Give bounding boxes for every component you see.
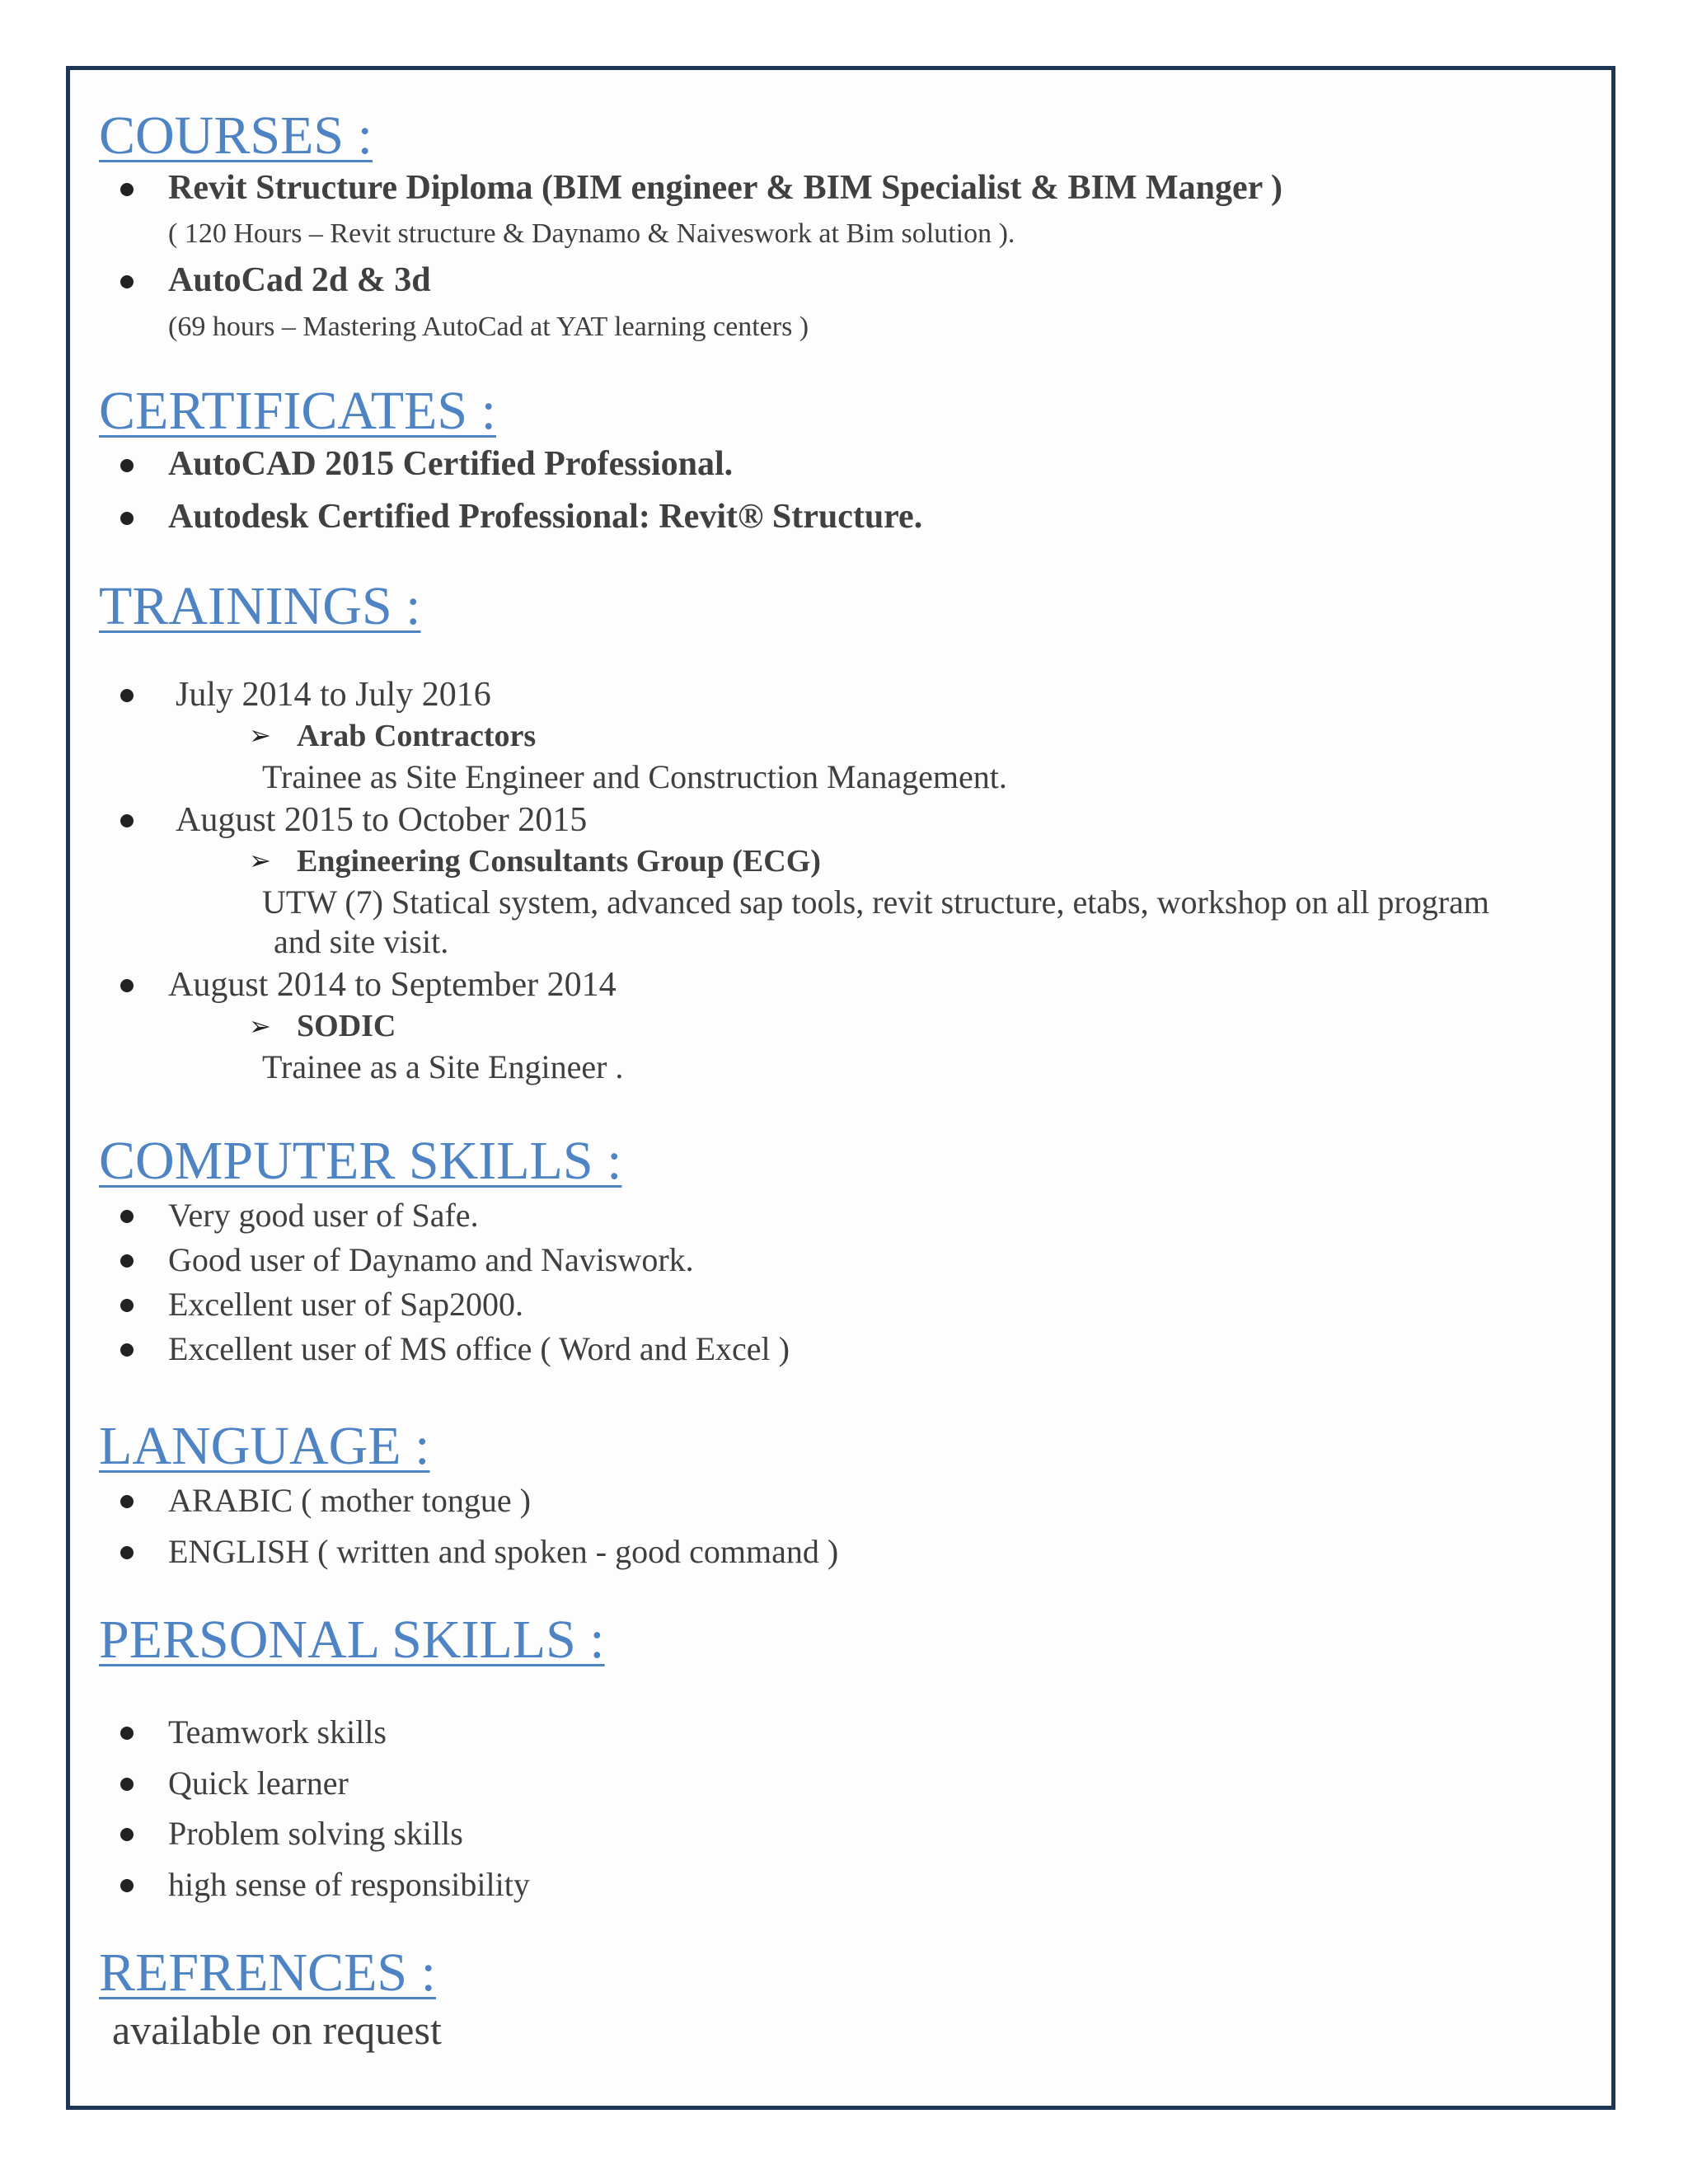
section-heading-trainings: TRAININGS : [99, 576, 421, 636]
page-frame [66, 66, 1615, 2110]
personal-skill-item: Quick learner [168, 1765, 349, 1802]
personal-skill-item: Problem solving skills [168, 1815, 463, 1852]
training-organization: Arab Contractors [297, 719, 537, 753]
personal-skill-item: Teamwork skills [168, 1713, 387, 1750]
bullet-icon [120, 1828, 134, 1841]
bullet-icon [120, 1495, 134, 1508]
arrow-bullet-icon: ➢ [249, 720, 271, 750]
section-heading-language: LANGUAGE : [99, 1416, 430, 1476]
arrow-bullet-icon: ➢ [249, 846, 271, 875]
section-heading-courses: COURSES : [99, 105, 373, 166]
section-heading-references: REFRENCES : [99, 1943, 436, 2003]
training-organization: SODIC [297, 1009, 396, 1043]
training-description: UTW (7) Statical system, advanced sap tools, revit structure, etabs, workshop on all program [262, 883, 1489, 921]
language-item: ARABIC ( mother tongue ) [168, 1482, 531, 1519]
bullet-icon [120, 1254, 134, 1268]
bullet-icon [120, 1778, 134, 1791]
certificate-item: Autodesk Certified Professional: Revit® Structure. [168, 498, 923, 536]
bullet-icon [120, 275, 134, 288]
section-heading-certificates: CERTIFICATES : [99, 381, 496, 441]
training-description: Trainee as Site Engineer and Construction Management. [262, 758, 1007, 795]
bullet-icon [120, 183, 134, 196]
references-text: available on request [112, 2007, 442, 2053]
bullet-icon [120, 689, 134, 702]
bullet-icon [120, 814, 134, 827]
computer-skill-item: Very good user of Safe. [168, 1197, 479, 1234]
course-detail: (69 hours – Mastering AutoCad at YAT learning centers ) [168, 312, 809, 342]
bullet-icon [120, 512, 134, 525]
training-description-continued: and site visit. [274, 923, 449, 960]
personal-skill-item: high sense of responsibility [168, 1866, 530, 1903]
computer-skill-item: Good user of Daynamo and Naviswork. [168, 1241, 694, 1278]
arrow-bullet-icon: ➢ [249, 1011, 271, 1041]
training-description: Trainee as a Site Engineer . [262, 1048, 624, 1085]
training-period: August 2015 to October 2015 [176, 801, 588, 839]
bullet-icon [120, 979, 134, 992]
computer-skill-item: Excellent user of Sap2000. [168, 1286, 523, 1323]
section-heading-personal-skills: PERSONAL SKILLS : [99, 1610, 605, 1670]
training-period: July 2014 to July 2016 [176, 676, 491, 714]
language-item: ENGLISH ( written and spoken - good command ) [168, 1533, 839, 1570]
course-title: Revit Structure Diploma (BIM engineer & BIM Specialist & BIM Manger ) [168, 169, 1282, 207]
course-title: AutoCad 2d & 3d [168, 261, 431, 299]
training-period: August 2014 to September 2014 [168, 966, 617, 1004]
certificate-item: AutoCAD 2015 Certified Professional. [168, 445, 734, 483]
bullet-icon [120, 1210, 134, 1223]
course-detail: ( 120 Hours – Revit structure & Daynamo & Naiveswork at Bim solution ). [168, 218, 1015, 249]
bullet-icon [120, 459, 134, 472]
bullet-icon [120, 1343, 134, 1357]
bullet-icon [120, 1299, 134, 1312]
computer-skill-item: Excellent user of MS office ( Word and Excel ) [168, 1330, 790, 1367]
bullet-icon [120, 1879, 134, 1892]
bullet-icon [120, 1727, 134, 1740]
bullet-icon [120, 1546, 134, 1559]
training-organization: Engineering Consultants Group (ECG) [297, 844, 821, 879]
section-heading-computer-skills: COMPUTER SKILLS : [99, 1131, 622, 1191]
